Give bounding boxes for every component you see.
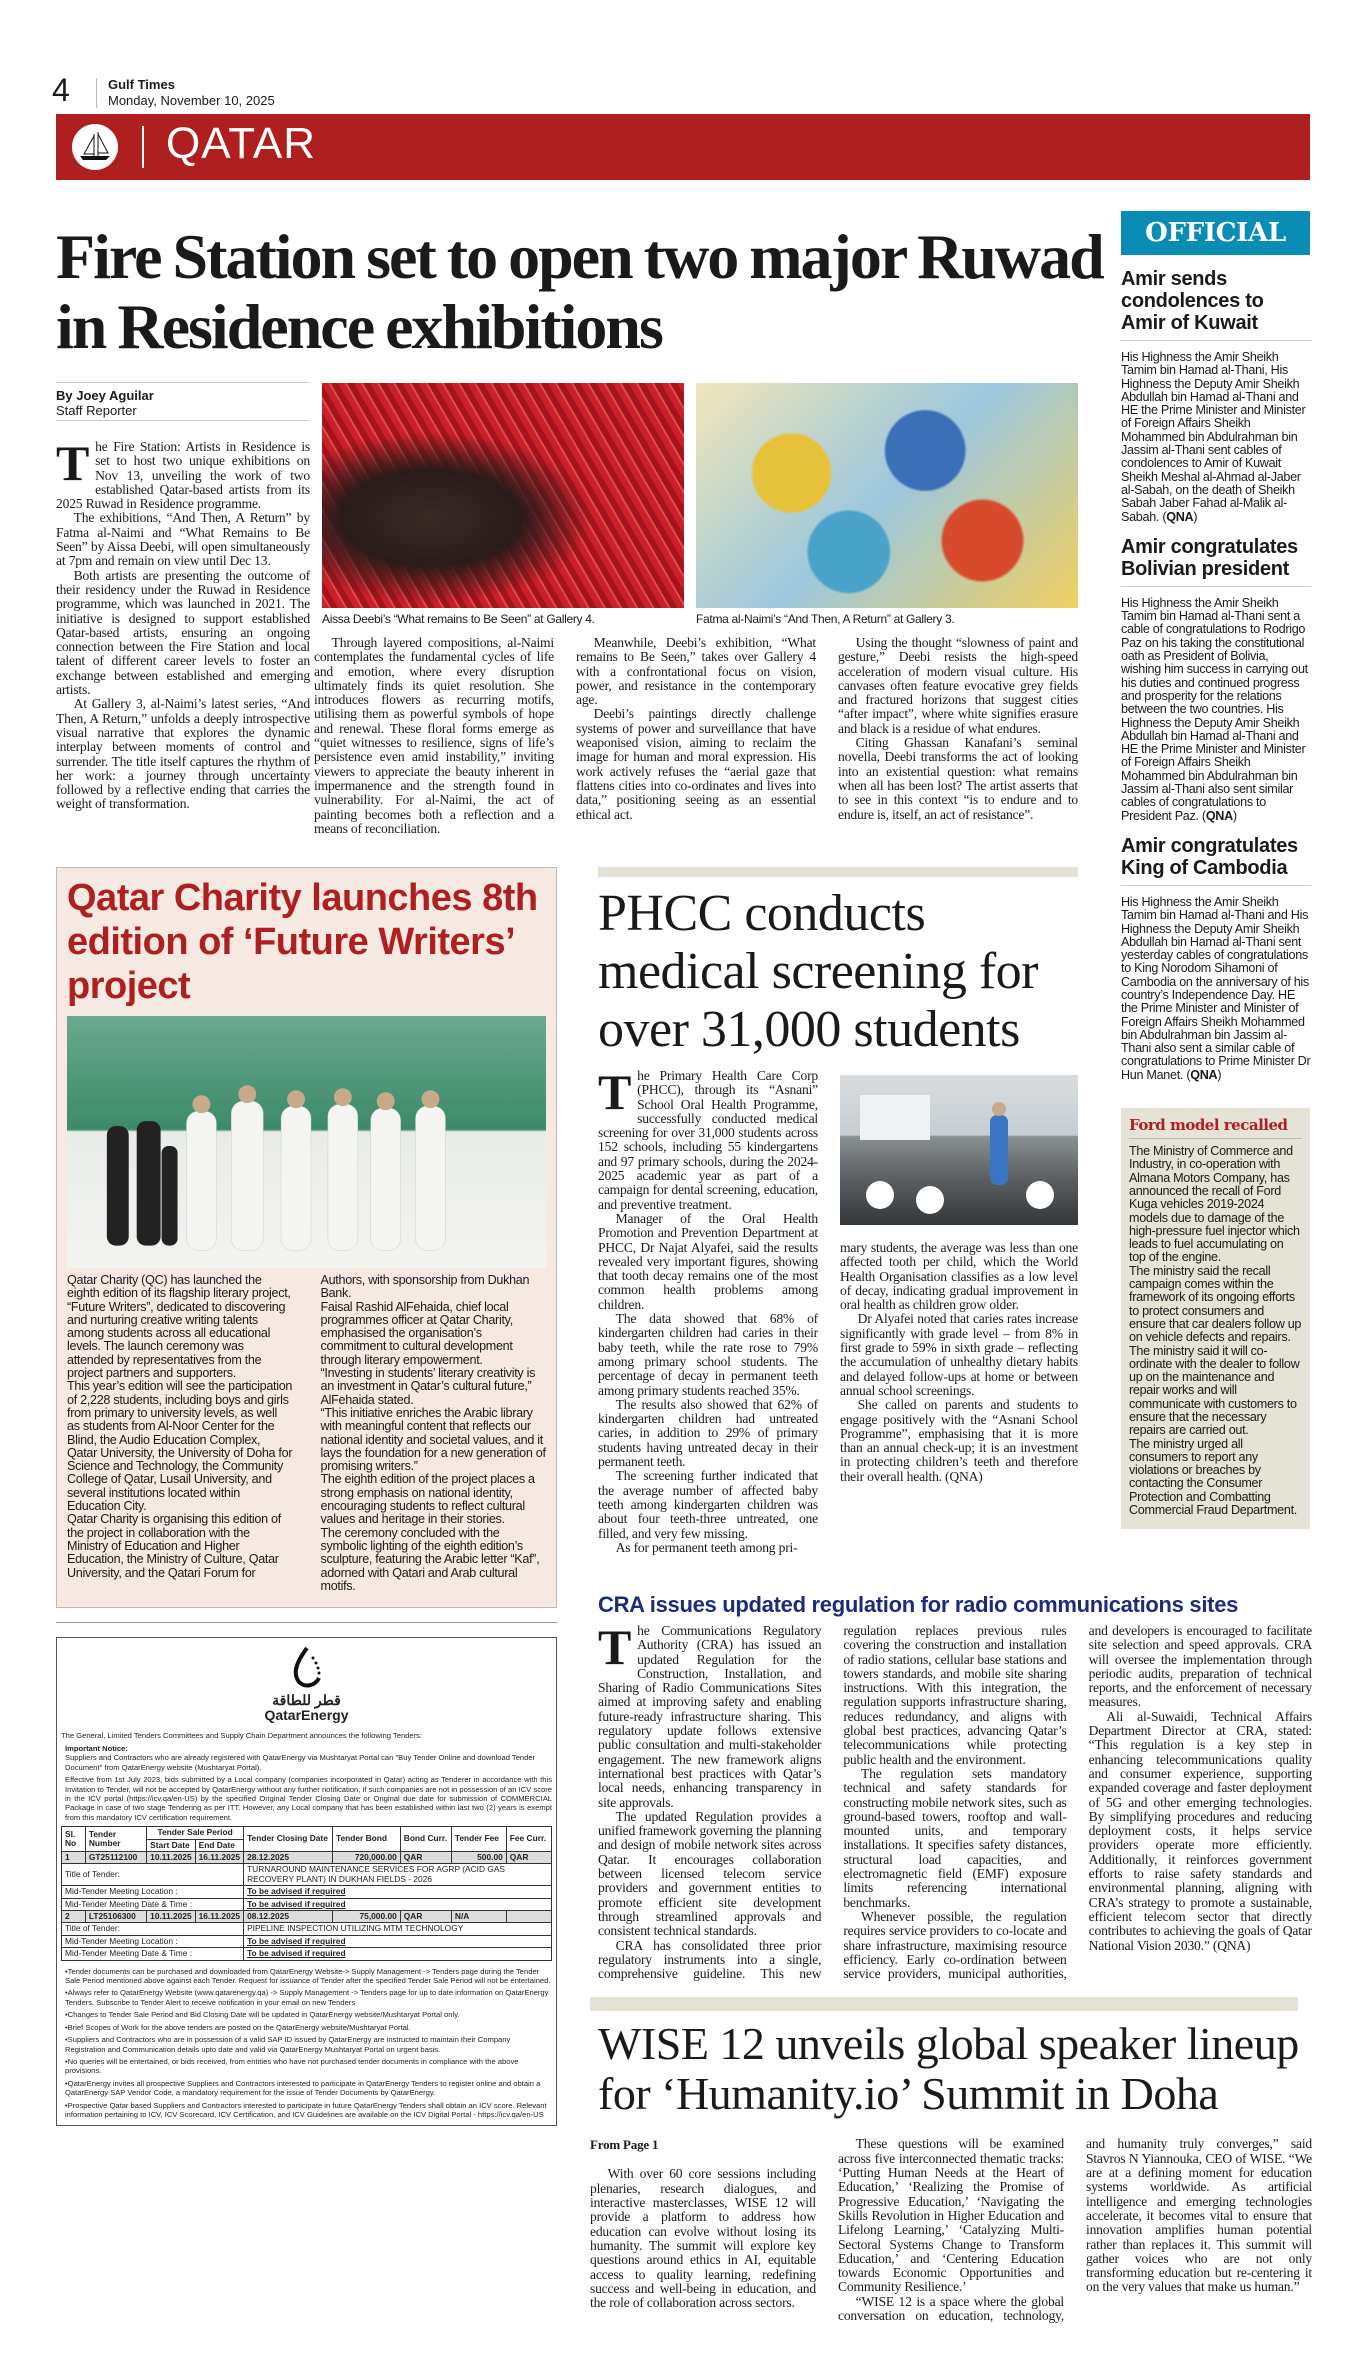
official-item [1121,536,1311,823]
bullet-item: • No queries will be entertained, or bids received, from entities who have not purchased tender documents in compliance with the above provisions. [61,2057,552,2076]
byline-role: Staff Reporter [56,403,137,418]
phcc-column-1 [598,1064,818,1555]
cell: QAR [506,1852,551,1864]
paragraph: Dr Alyafei noted that caries rates increase significantly with grade level – from 8% in first grade to 59% in sixth grade – reflecting the accumulation of unhealthy dietary habits and delayed follow-ups at home or between annual school screenings. [840,1311,1078,1398]
cell: 28.12.2025 [244,1852,333,1864]
dental-screening-photo [840,1075,1078,1225]
logo-arabic: قطر للطاقة [272,1691,341,1708]
cell-label: Mid-Tender Meeting Location : [62,1886,244,1898]
col-header: Sl. No [62,1827,86,1852]
bullet-item: • Prospective Qatar based Suppliers and Contractors interested to participate in future QatarEnergy Tenders shall obtain an ICV score. Relevant information pertaining to ICV, ICV Scorecard, ICV Certification, and ICV Guidelines are available on the ICV Digital Portal - https://icv.qa/en-US [61,2101,552,2120]
cell: N/A [451,1911,506,1923]
paragraph: The exhibitions, “And Then, A Return” by Fatma al-Naimi and “What Remains to Be Seen” by Aissa Deebi, will open simultaneously at 7pm and remain on view until Dec 13. [56,510,310,569]
cell: LT25106300 [85,1911,146,1923]
phcc-article [598,867,1078,1555]
paragraph: The ministry urged all consumers to report any violations or breaches by contacting the Consumer Protection and Combatting Commercial Fraud Department. [1129,1436,1297,1518]
table-row [62,1948,552,1960]
paragraph: Qatar Charity (QC) has launched the eighth edition of its flagship literary project, “Future Writers”, dedicated to discovering and nurturing creative writing talents among students across all educational levels. The launch ceremony was attended by representatives from the project partners and supporters. [67,1273,291,1381]
section-rule [598,867,1078,877]
notice-heading: Important Notice: [65,1743,128,1753]
col-header: Start Date [147,1839,195,1851]
cell [506,1911,551,1923]
col-header: Fee Curr. [506,1827,551,1852]
qc-headline: Qatar Charity launches 8th edition of ‘Future Writers’ project [67,877,538,1007]
bullet-item: • Suppliers and Contractors who are in possession of a valid SAP ID issued by QatarEnergy are instructed to maintain their Company Registration and Communication details upto date and valid via QatarEnergy Mushtaryat Portal on urgent basis. [61,2035,552,2054]
item-title: Amir congratulates Bolivian president [1121,536,1311,587]
paragraph: Deebi’s paintings directly challenge systems of power and surveillance that have weaponised vision, aiming to reclaim the image for human and moral expression. His work actively refuses the “aerial gaze that flattens cities into co-ordinates and lives into data,” positioning seeing as an essential ethical act. [576,706,816,822]
official-section-label: OFFICIAL [1121,211,1310,255]
table-row [62,1886,552,1898]
phcc-headline: PHCC conducts medical screening for over 31,000 students [598,885,1038,1058]
paragraph: “Investing in students’ literary creativity is an investment in Qatar’s cultural future,” AlFehaida stated. [320,1366,536,1407]
paragraph: The results also showed that 62% of kindergarten children had untreated caries, in addition to 29% of primary students having untreated decay in their permanent teeth. [598,1396,818,1470]
col-header: Tender Bond [332,1827,400,1852]
paragraph: This year’s edition will see the participation of 2,228 students, including boys and girls from primary to university levels, as well as students from Al-Noor Center for the Blind, the Audio Education Complex, Qatar University, the University of Doha for Science and Technology, the Community College of Qatar, Lusail University, and several institutions located within Education City. [67,1379,293,1514]
cell: To be advised if required [244,1948,552,1960]
source-credit: ( QNA ) [1202,809,1237,823]
cell-label: Mid-Tender Meeting Date & Time : [62,1898,244,1910]
bullet-item: • QatarEnergy invites all prospective Suppliers and Contractors interested to participate in QatarEnergy Tenders to register online and obtain a QatarEnergy SAP Vendor Code, a mandatory requirement for the issue of Tender Documents by QatarEnergy. [61,2079,552,2098]
byline: By Joey Aguilar [56,388,154,403]
qatarenergy-tender-ad [56,1637,557,2126]
phcc-column-2-text [840,1241,1078,1484]
col-header: End Date [195,1839,243,1851]
table-row [62,1852,552,1864]
paragraph: The ministry said it will co-ordinate with the dealer to follow up on the maintenance and repair works and will communicate with customers to ensure that the necessary repairs are carried out. [1129,1343,1300,1438]
icv-notice: Effective from 1st July 2023, bids submitted by a Local company (companies incorporated in Qatar) acting as Tenderer in accordance with this Invitation to Tender, will not be accepted by QatarEnergy without any further notification, if such companies are not in possession of an ICV score in the ICV portal (https://icv.qa/en-US) by the specified Original Tender Closing Date or Original due date for submission of COMMERCIAL Package in case of two stage Tendering as per ITT. However, any Local company that has been established within last two (2) years is exempt from this mandatory ICV certification requirement. [65,1775,552,1822]
qc-ceremony-photo [67,1016,546,1268]
paragraph: Faisal Rashid AlFehaida, chief local programmes officer at Qatar Charity, emphasised the organisation’s commitment to cultural development through literary empowerment. [320,1299,513,1367]
section-banner [56,114,1310,180]
item-body: His Highness the Amir Sheikh Tamim bin Hamad al-Thani and His Highness the Deputy Amir Sheikh Abdullah bin Hamad al-Thani sent yesterday cables of congratulations to King Norodom Sihamoni of Cambodia on the anniversary of his country’s Independence Day. HE the Prime Minister and Minister of Foreign Affairs Sheikh Mohammed bin Abdulrahman bin Jassim al-Thani also sent a similar cable of congratulations to Prime Minister Dr Hun Manet. [1121,894,1311,1082]
table-row [62,1923,552,1935]
table-row [62,1911,552,1923]
col-header: Tender Fee [451,1827,506,1852]
cra-headline: CRA issues updated regulation for radio communications sites [598,1592,1239,1617]
paragraph: The data showed that 68% of kindergarten children had caries in their baby teeth, while the rate rose to 79% among primary school students. The percentage of decay in permanent teeth among primary students reached 35%. [598,1311,818,1398]
paragraph: The Primary Health Care Corp (PHCC), through its “Asnani” School Oral Health Programme, successfully conducted medical screening for over 31,000 students across 152 schools, including 55 kindergartens and 97 primary schools, during the 2024-2025 academic year as part of a campaign for dental screening, education, and preventive treatment. [598,1064,818,1212]
cra-and-wise-stack [590,1592,1312,2323]
cell: 16.11.2025 [195,1911,243,1923]
table-row [62,1898,552,1910]
paragraph: mary students, the average was less than one affected tooth per child, which the World Health Organisation classifies as a low level of decay, indicating gradual improvement in oral health as children grow older. [840,1240,1078,1313]
cell: 10.11.2025 [147,1911,195,1923]
paragraph: She called on parents and students to engage positively with the “Asnani School Programme”, emphasising that it is more than an annual check-up; it is an investment in protecting children’s teeth and therefore their overall health. (QNA) [840,1397,1078,1484]
official-item [1121,835,1311,1082]
table-row [62,1864,552,1886]
paragraph: The ministry said the recall campaign comes within the framework of its ongoing efforts to protect consumers and ensure that car dealers follow up on vehicle defects and repairs. [1129,1263,1302,1345]
col-header: Tender Closing Date [244,1827,333,1852]
paragraph: Manager of the Oral Health Promotion and Prevention Department at PHCC, Dr Najat Alyafei, said the results revealed very important figures, showing that tooth decay remains one of the most common health problems among children. [598,1210,818,1312]
wise-body [590,2137,1312,2323]
wise-headline: WISE 12 unveils global speaker lineup for ‘Humanity.io’ Summit in Doha [598,2018,1299,2120]
official-item [1121,268,1311,524]
bullet-item: • Changes to Tender Sale Period and Bid Closing Date will be updated in QatarEnergy website/Mushtaryat Portal only. [61,2010,552,2019]
paragraph: The Ministry of Commerce and Industry, in co-operation with Almana Motors Company, has announced the recall of Ford Kuga vehicles 2019-2024 models due to damage of the high-pressure fuel injector which leads to fuel accumulating on top of the engine. [1129,1144,1300,1265]
col-header: Tender Sale Period [147,1827,244,1839]
paragraph: Both artists are presenting the outcome of their residency under the Ruwad in Residence programme, which was launched in 2021. The initiative is designed to support established Qatar-based artists, ensuring an ongoing connection between the Fire Station and local talent of different career levels to foster an exchange between established and emerging artists. [56,567,310,698]
fire-article-columns [314,636,1078,836]
ford-recall-box [1121,1108,1310,1529]
paragraph: Ali al-Suwaidi, Technical Affairs Department Director at CRA, stated: “This regulation is a key step in enhancing telecommunications quality and consumer experience, supporting expanded coverage and faster deployment of 5G and other emerging technologies. By simplifying procedures and reducing deployment costs, it helps service providers operate more efficiently. Additionally, it reinforces government efforts to raise safety standards and environmental planning, aligning with CRA’s strategy to promote a sustainable, efficient telecom sector that directly contributes to achieving the goals of Qatar National Vision 2030.” (QNA) [1088,1708,1312,1953]
paragraph: At Gallery 3, al-Naimi’s latest series, “And Then, A Return,” unfolds a deeply introspective visual narrative that explores the dynamic interplay between moments of control and surrender. The title itself captures the rhythm of her work: a journey through uncertainty followed by a reflective ending that carries the weight of transformation. [56,696,310,812]
bullet-item: • Brief Scopes of Work for the above tenders are posted on the QatarEnergy website/Mushtaryat Portal. [61,2023,552,2032]
divider [56,420,310,421]
item-body: His Highness the Amir Sheikh Tamim bin Hamad al-Thani, His Highness the Deputy Amir Sheikh Abdullah bin Hamad al-Thani and HE the Prime Minister and Minister of Foreign Affairs Sheikh Mohammed bin Abdulrahman bin Jassim al-Thani sent cables of condolences to Amir of Kuwait Sheikh Meshal al-Ahmad al-Jaber al-Sabah, on the death of Sheikh Sabah Jaber Fahad al-Malik al-Sabah. [1121,350,1306,524]
section-title: QATAR [166,119,317,168]
issue-date: Monday, November 10, 2025 [108,93,275,108]
paragraph: “WISE 12 is a space where the global conversation on education, technology, and humanity truly converges,” said Stavros N Yiannouka, CEO of WISE. “We are at a defining moment for education systems worldwide. As artificial intelligence and emerging technologies accelerate, it becomes vital to ensure that innovation amplifies human potential rather than replaces it. This summit will gather voices who are not only transforming education but re-centering it on the very values that make us human.” [838,2136,1312,2323]
paragraph: The ceremony concluded with the symbolic lighting of the eighth edition’s sculpture, featuring the Arabic letter “Kaf”, adorned with Qatari and Arab cultural motifs. [320,1525,540,1593]
paragraph: The screening further indicated that the average number of affected baby teeth among kindergarten children was about four teeth-three untreated, one filled, and very few missing. [598,1468,818,1541]
cell: 16.11.2025 [195,1852,243,1864]
deebi-artwork-photo [322,383,684,608]
cell: 720,000.00 [332,1852,400,1864]
cell: To be advised if required [244,1898,552,1910]
ad-bullets [61,1967,552,2120]
item-body: His Highness the Amir Sheikh Tamim bin Hamad al-Thani sent a cable of congratulations to Rodrigo Paz on his taking the constitutional oath as President of Bolivia, wishing him success in carrying out his duties and continued progress and prosperity for the relations between the two countries. His Highness the Deputy Amir Sheikh Abdullah bin Hamad al-Thani and HE the Prime Minister and Minister of Foreign Affairs Sheikh Mohammed bin Abdulrahman bin Jassim al-Thani also sent similar cables of congratulations to President Paz. [1121,595,1308,823]
source-credit: ( QNA ) [1186,1068,1221,1082]
continued-from-label: From Page 1 [590,2137,659,2153]
cell-label: Title of Tender: [62,1923,244,1935]
table-row [62,1935,552,1947]
paragraph: Whenever possible, the regulation requires service providers to co-locate and share infrastructure, maximising resource efficiency. Early co-ordination between service providers, municipal authorities, and developers is encouraged to facilitate site selection and speed approvals. CRA will oversee the implementation through periodic audits, preparation of technical reports, and the enforcement of necessary measures. [843,1623,1312,1982]
paragraph: Citing Ghassan Kanafani’s seminal novella, Deebi transforms the act of looking into an existential question: what remains when all has been lost? The artist asserts that to see in this context “is to endure and to endure is, itself, an act of resistance”. [838,735,1078,822]
paragraph: “This initiative enriches the Arabic library with meaningful content that reflects our national identity and societal values, and it lays the foundation for a new generation of promising writers.” [320,1405,546,1474]
paragraph: These questions will be examined across five interconnected thematic tracks: ‘Putting Human Needs at the Heart of Education,’ ‘Realizing the Promise of Progressive Education,’ ‘Navigating the Skills Revolution in Higher Education and Lifelong Learning,’ ‘Catalyzing Multi-Sectoral Systems Change to Transform Education,’ and ‘Centering Education towards Economic Opportunities and Community Resilience.’ [838,2136,1064,2295]
cell: 08.12.2025 [244,1911,333,1923]
divider [56,382,310,383]
paragraph: As for permanent teeth among pri- [615,1539,798,1555]
photo-caption: Aissa Deebi’s “What remains to Be Seen” at Gallery 4. [322,612,595,626]
paragraph: The Communications Regulatory Authority (CRA) has issued an updated Regulation for the Construction, Installation, and Sharing of Radio Communications Sites aimed at improving safety and enabling future-ready infrastructure sharing. This regulatory update follows extensive public consultation and multi-stakeholder engagement. The new framework aligns international best practices with Qatar’s local needs, enhancing transparency in site approvals. [598,1619,822,1810]
divider [56,1622,557,1623]
left-lower-column [56,867,557,2126]
photo-caption: Fatma al-Naimi’s “And Then, A Return” at Gallery 3. [696,612,955,626]
paragraph: Through layered compositions, al-Naimi contemplates the fundamental cycles of life and emotion, where every disruption ultimately finds its quiet resolution. She introduces flowers as recurring motifs, utilising them as powerful symbols of hope and renewal. These floral forms emerge as “quiet witnesses to resilience, signs of life’s persistence even amid instability,” inviting viewers to appreciate the beauty inherent in impermanence and the strength found in vulnerability. For al-Naimi, the act of painting becomes both a reflection and a means of reconciliation. [314,635,554,836]
ad-intro: The General, Limited Tenders Committees and Supply Chain Department announces the following Tenders: [61,1730,423,1740]
tender-title: PIPELINE INSPECTION UTILIZING MTM TECHNOLOGY [244,1923,552,1935]
cell: To be advised if required [244,1935,552,1947]
paragraph: With over 60 core sessions including plenaries, research dialogues, and interactive masterclasses, WISE 12 will provide a platform to address how education can evolve without losing its humanity. The summit will explore key questions around ethics in AI, equitable access to quality learning, redefining success and well-being in education, and the role of collaboration across sectors. [590,2166,816,2311]
naimi-artwork-photo [696,383,1078,608]
paragraph: The Fire Station: Artists in Residence is set to host two unique exhibitions on Nov 13, unveiling the work of two established Qatar-based artists from its 2025 Ruwad in Residence programme. [56,435,310,512]
paragraph: The updated Regulation provides a unified framework governing the planning and design of mobile network sites across Qatar. It encourages collaboration between licensed telecom service providers and government entities to promote efficient site development through streamlined approvals and consistent technical standards. [598,1808,822,1939]
droplet-logo-icon [287,1644,327,1690]
cell: 2 [62,1911,86,1923]
cra-body [590,1619,1312,1982]
cell: 500.00 [451,1852,506,1864]
qc-body [67,1274,546,1593]
cell-label: Mid-Tender Meeting Date & Time : [62,1948,244,1960]
cell: To be advised if required [244,1886,552,1898]
dhow-logo-icon [72,124,118,170]
section-rule [590,1997,1298,2011]
fire-station-headline: Fire Station set to open two major Ruwad in Residence exhibitions [56,221,1103,362]
page-number: 4 [52,72,70,108]
paragraph: CRA has consolidated three prior regulatory instruments into a single, comprehensive guideline. This new regulation replaces previous rules covering the construction and installation of radio stations, cellular base stations and towers standards, and mobile site sharing instructions. With this integration, the regulation supports infrastructure sharing, reduces redundancy, and aligns with global best practices, advancing Qatar’s telecommunications while protecting public health and the environment. [598,1623,1067,1982]
phcc-column-2 [840,1069,1078,1484]
cell-label: Title of Tender: [62,1864,244,1886]
item-title: Amir sends condolences to Amir of Kuwait [1121,268,1311,341]
cell: QAR [400,1852,451,1864]
paragraph: Qatar Charity is organising this edition of the project in collaboration with the Ministry of Education and Higher Education, the Ministry of Culture, Qatar University, and the Qatari Forum for Authors, with sponsorship from Dukhan Bank. [67,1273,530,1580]
divider [96,78,97,108]
paragraph: Using the thought “slowness of paint and gesture,” Deebi resists the high-speed acceleration of modern visual culture. His canvases often feature evocative grey fields and fractured horizons that suggest cities “after impact”, where white signifies erasure and black is a residue of what endures. [838,635,1078,736]
col-header: Tender Number [85,1827,146,1852]
banner-divider [142,126,144,168]
col-header: Bond Curr. [400,1827,451,1852]
tender-table [61,1826,552,1960]
tender-title: TURNAROUND MAINTENANCE SERVICES FOR AGRP (ACID GAS RECOVERY PLANT) IN DUKHAN FIELDS - 2026 [244,1864,552,1886]
paragraph: The eighth edition of the project places a strong emphasis on national identity, encouraging students to reflect cultural values and heritage in their stories. [320,1472,535,1527]
source-credit: ( QNA ) [1162,510,1197,524]
bullet-item: • Always refer to QatarEnergy Website (www.qatarenergy.qa) -> Supply Management -> Tenders page for up to date information on QatarEnergy Tenders. Subscribe to Tender Alert to receive notification in your email on new Tenders [61,1988,552,2007]
notice-text: Suppliers and Contractors who are already registered with QatarEnergy via Mushtaryat Portal can "Buy Tender Online and download Tender Document" from QatarEnergy website (Mushtaryat Portal). [65,1753,536,1772]
phcc-body [598,1064,1078,1555]
cell: 10.11.2025 [147,1852,195,1864]
cell: 75,000.00 [332,1911,400,1923]
qatar-charity-article [56,867,557,1608]
qatarenergy-logo [61,1644,552,1722]
ford-title: Ford model recalled [1129,1116,1302,1139]
official-sidebar [1121,211,1311,1529]
cell: GT25112100 [85,1852,146,1864]
item-title: Amir congratulates King of Cambodia [1121,835,1311,886]
bullet-item: • Tender documents can be purchased and downloaded from QatarEnergy Website-> Supply Management -> Tenders page during the Tender Sale Period mentioned above against each Tender. Request for issuance of Tender after the specified Tender Sale Period will not be entertained. [61,1967,552,1986]
logo-name: QatarEnergy [264,1706,349,1723]
cell-label: Mid-Tender Meeting Location : [62,1935,244,1947]
cell: QAR [400,1911,451,1923]
cell: 1 [62,1852,86,1864]
fire-article-column-1 [56,435,310,812]
publication-name: Gulf Times [108,77,175,92]
paragraph: The regulation sets mandatory technical and safety standards for constructing mobile network sites, such as ground-based towers, rooftop and wall-mounted units, and temporary installations. It specifies safety distances, structural load capacities, and electromagnetic field (EMF) exposure limits referencing international benchmarks. [843,1765,1067,1910]
paragraph: Meanwhile, Deebi’s exhibition, “What remains to Be Seen,” takes over Gallery 4 with a confrontational focus on vision, power, and resistance in the contemporary age. [576,635,816,708]
